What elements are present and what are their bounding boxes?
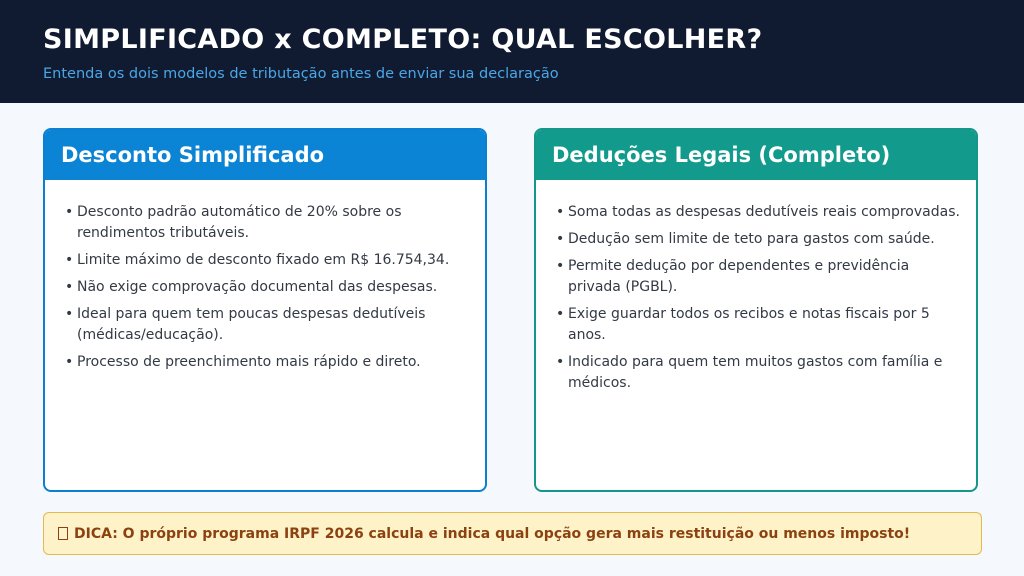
list-item-text: Ideal para quem tem poucas despesas dedutíveis (médicas/educação). — [77, 306, 426, 343]
header-banner — [0, 0, 1024, 103]
list-item-text: Permite dedução por dependentes e previdência privada (PGBL). — [568, 258, 910, 295]
list-item: • Ideal para quem tem poucas despesas dedutíveis (médicas/educação). — [65, 304, 473, 346]
list-item: • Processo de preenchimento mais rápido e direto. — [65, 352, 473, 373]
list-item: • Exige guardar todos os recibos e notas fiscais por 5 anos. — [556, 304, 964, 346]
card-desconto-simplificado — [43, 128, 487, 492]
list-item: • Permite dedução por dependentes e previdência privada (PGBL). — [556, 256, 964, 298]
list-item: • Indicado para quem tem muitos gastos com família e médicos. — [556, 352, 964, 394]
card-deducoes-legais — [534, 128, 978, 492]
page-subtitle: Entenda os dois modelos de tributação antes de enviar sua declaração — [43, 66, 559, 82]
tip-banner — [43, 512, 982, 555]
list-item-text: Desconto padrão automático de 20% sobre os rendimentos tributáveis. — [77, 204, 402, 241]
list-item: • Soma todas as despesas dedutíveis reais comprovadas. — [556, 202, 964, 223]
list-item: • Dedução sem limite de teto para gastos com saúde. — [556, 229, 964, 250]
card-title: Deduções Legais (Completo) — [536, 130, 976, 180]
list-item-text: Exige guardar todos os recibos e notas fiscais por 5 anos. — [568, 306, 930, 343]
list-item-text: Processo de preenchimento mais rápido e direto. — [77, 354, 421, 370]
lightbulb-icon — [58, 527, 68, 540]
list-item-text: Dedução sem limite de teto para gastos com saúde. — [568, 231, 935, 247]
card-title: Desconto Simplificado — [45, 130, 485, 180]
page-title: SIMPLIFICADO x COMPLETO: QUAL ESCOLHER? — [43, 24, 763, 55]
list-item: • Limite máximo de desconto fixado em R$ 16.754,34. — [65, 250, 473, 271]
list-item: • Não exige comprovação documental das despesas. — [65, 277, 473, 298]
card-list — [45, 180, 485, 373]
tip-text: DICA: O próprio programa IRPF 2026 calcula e indica qual opção gera mais restituição ou menos imposto! — [74, 525, 911, 542]
list-item: • Desconto padrão automático de 20% sobre os rendimentos tributáveis. — [65, 202, 473, 244]
list-item-text: Indicado para quem tem muitos gastos com família e médicos. — [568, 354, 943, 391]
list-item-text: Limite máximo de desconto fixado em R$ 16.754,34. — [77, 252, 450, 268]
card-list — [536, 180, 976, 394]
list-item-text: Soma todas as despesas dedutíveis reais comprovadas. — [568, 204, 960, 220]
list-item-text: Não exige comprovação documental das despesas. — [77, 279, 438, 295]
